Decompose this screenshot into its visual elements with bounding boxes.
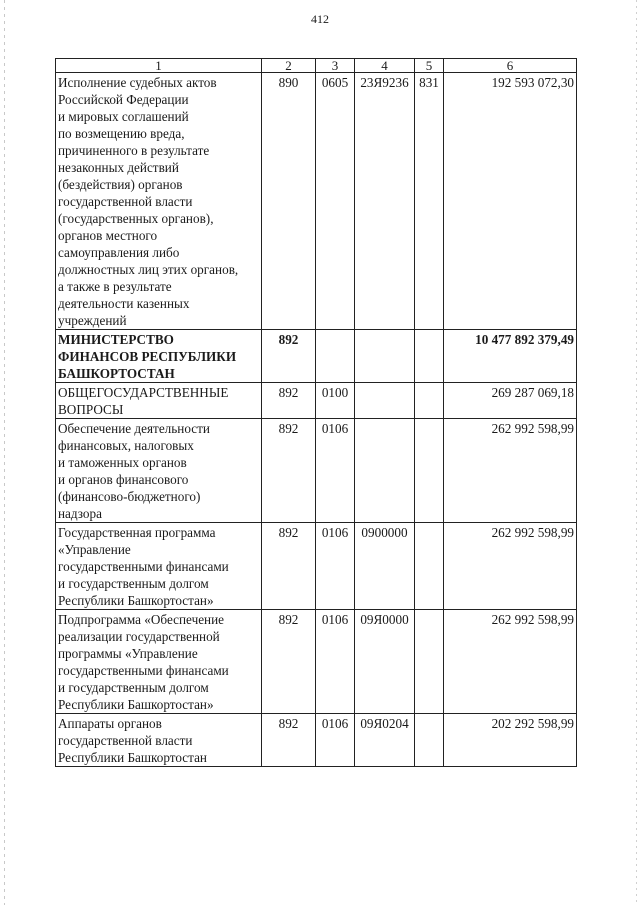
amount-cell: 262 992 598,99 <box>444 419 577 523</box>
row-name-line: ОБЩЕГОСУДАРСТВЕННЫЕ <box>58 385 229 400</box>
amount-cell: 269 287 069,18 <box>444 383 577 419</box>
row-name-line: Аппараты органов <box>58 716 162 731</box>
column-header-1: 1 <box>56 59 262 73</box>
row-name-line: по возмещению вреда, <box>58 126 185 141</box>
ministry-code-cell: 892 <box>262 383 316 419</box>
section-code-cell <box>316 330 355 383</box>
table-row <box>56 523 577 610</box>
table-row <box>56 714 577 767</box>
amount-cell: 262 992 598,99 <box>444 610 577 714</box>
ministry-code-cell: 892 <box>262 714 316 767</box>
table-row <box>56 610 577 714</box>
ministry-code-cell: 892 <box>262 610 316 714</box>
amount-cell: 202 292 598,99 <box>444 714 577 767</box>
row-name-line: а также в результате <box>58 279 172 294</box>
row-name-line: Обеспечение деятельности <box>58 421 210 436</box>
row-name-line: реализации государственной <box>58 629 220 644</box>
row-name-line: и государственным долгом <box>58 680 209 695</box>
expense-type-cell <box>415 330 444 383</box>
row-name-line: БАШКОРТОСТАН <box>58 366 175 381</box>
row-name-line: Государственная программа <box>58 525 216 540</box>
column-header-4: 4 <box>355 59 415 73</box>
row-name-line: государственной власти <box>58 733 193 748</box>
row-name-line: незаконных действий <box>58 160 179 175</box>
section-code-cell: 0106 <box>316 419 355 523</box>
expense-type-cell <box>415 523 444 610</box>
table-row <box>56 330 577 383</box>
row-name-line: и таможенных органов <box>58 455 187 470</box>
row-name-line: программы «Управление <box>58 646 198 661</box>
column-header-6: 6 <box>444 59 577 73</box>
section-code-cell: 0106 <box>316 610 355 714</box>
column-header-3: 3 <box>316 59 355 73</box>
row-name-cell <box>56 523 262 610</box>
expense-type-cell <box>415 383 444 419</box>
target-article-cell: 09Я0204 <box>355 714 415 767</box>
target-article-cell <box>355 330 415 383</box>
scan-right-edge <box>636 0 637 905</box>
row-name-line: и государственным долгом <box>58 576 209 591</box>
expense-type-cell <box>415 714 444 767</box>
amount-cell: 192 593 072,30 <box>444 73 577 330</box>
row-name-line: и мировых соглашений <box>58 109 189 124</box>
target-article-cell: 0900000 <box>355 523 415 610</box>
column-header-2: 2 <box>262 59 316 73</box>
row-name-line: органов местного <box>58 228 158 243</box>
expense-type-cell <box>415 419 444 523</box>
column-header-5: 5 <box>415 59 444 73</box>
row-name-line: Подпрограмма «Обеспечение <box>58 612 225 627</box>
row-name-line: государственной власти <box>58 194 193 209</box>
ministry-code-cell: 892 <box>262 419 316 523</box>
section-code-cell: 0106 <box>316 714 355 767</box>
row-name-line: Российской Федерации <box>58 92 189 107</box>
section-code-cell: 0605 <box>316 73 355 330</box>
budget-table <box>55 58 577 767</box>
amount-cell: 262 992 598,99 <box>444 523 577 610</box>
ministry-code-cell: 892 <box>262 523 316 610</box>
row-name-cell <box>56 330 262 383</box>
row-name-cell <box>56 419 262 523</box>
row-name-line: (бездействия) органов <box>58 177 183 192</box>
row-name-cell <box>56 383 262 419</box>
row-name-cell <box>56 610 262 714</box>
expense-type-cell: 831 <box>415 73 444 330</box>
section-code-cell: 0106 <box>316 523 355 610</box>
row-name-cell <box>56 73 262 330</box>
target-article-cell <box>355 383 415 419</box>
row-name-line: и органов финансового <box>58 472 189 487</box>
amount-cell: 10 477 892 379,49 <box>444 330 577 383</box>
row-name-line: ФИНАНСОВ РЕСПУБЛИКИ <box>58 349 237 364</box>
section-code-cell: 0100 <box>316 383 355 419</box>
row-name-line: деятельности казенных <box>58 296 190 311</box>
page-number: 412 <box>311 12 329 26</box>
row-name-line: ВОПРОСЫ <box>58 402 124 417</box>
row-name-cell <box>56 714 262 767</box>
target-article-cell <box>355 419 415 523</box>
table-row <box>56 383 577 419</box>
row-name-line: Республики Башкортостан» <box>58 593 214 608</box>
row-name-line: самоуправления либо <box>58 245 180 260</box>
target-article-cell: 23Я9236 <box>355 73 415 330</box>
ministry-code-cell: 892 <box>262 330 316 383</box>
row-name-line: финансовых, налоговых <box>58 438 194 453</box>
ministry-code-cell: 890 <box>262 73 316 330</box>
target-article-cell: 09Я0000 <box>355 610 415 714</box>
row-name-line: МИНИСТЕРСТВО <box>58 332 174 347</box>
row-name-line: «Управление <box>58 542 131 557</box>
table-row <box>56 73 577 330</box>
row-name-line: должностных лиц этих органов, <box>58 262 239 277</box>
budget-table-body <box>56 59 577 767</box>
row-name-line: Исполнение судебных актов <box>58 75 217 90</box>
scan-left-edge <box>4 0 5 905</box>
row-name-line: Республики Башкортостан» <box>58 697 214 712</box>
expense-type-cell <box>415 610 444 714</box>
table-row <box>56 419 577 523</box>
row-name-line: учреждений <box>58 313 127 328</box>
row-name-line: (финансово-бюджетного) <box>58 489 201 504</box>
row-name-line: Республики Башкортостан <box>58 750 207 765</box>
column-number-row <box>56 59 577 73</box>
row-name-line: (государственных органов), <box>58 211 214 226</box>
row-name-line: государственными финансами <box>58 663 229 678</box>
row-name-line: государственными финансами <box>58 559 229 574</box>
row-name-line: причиненного в результате <box>58 143 210 158</box>
row-name-line: надзора <box>58 506 102 521</box>
